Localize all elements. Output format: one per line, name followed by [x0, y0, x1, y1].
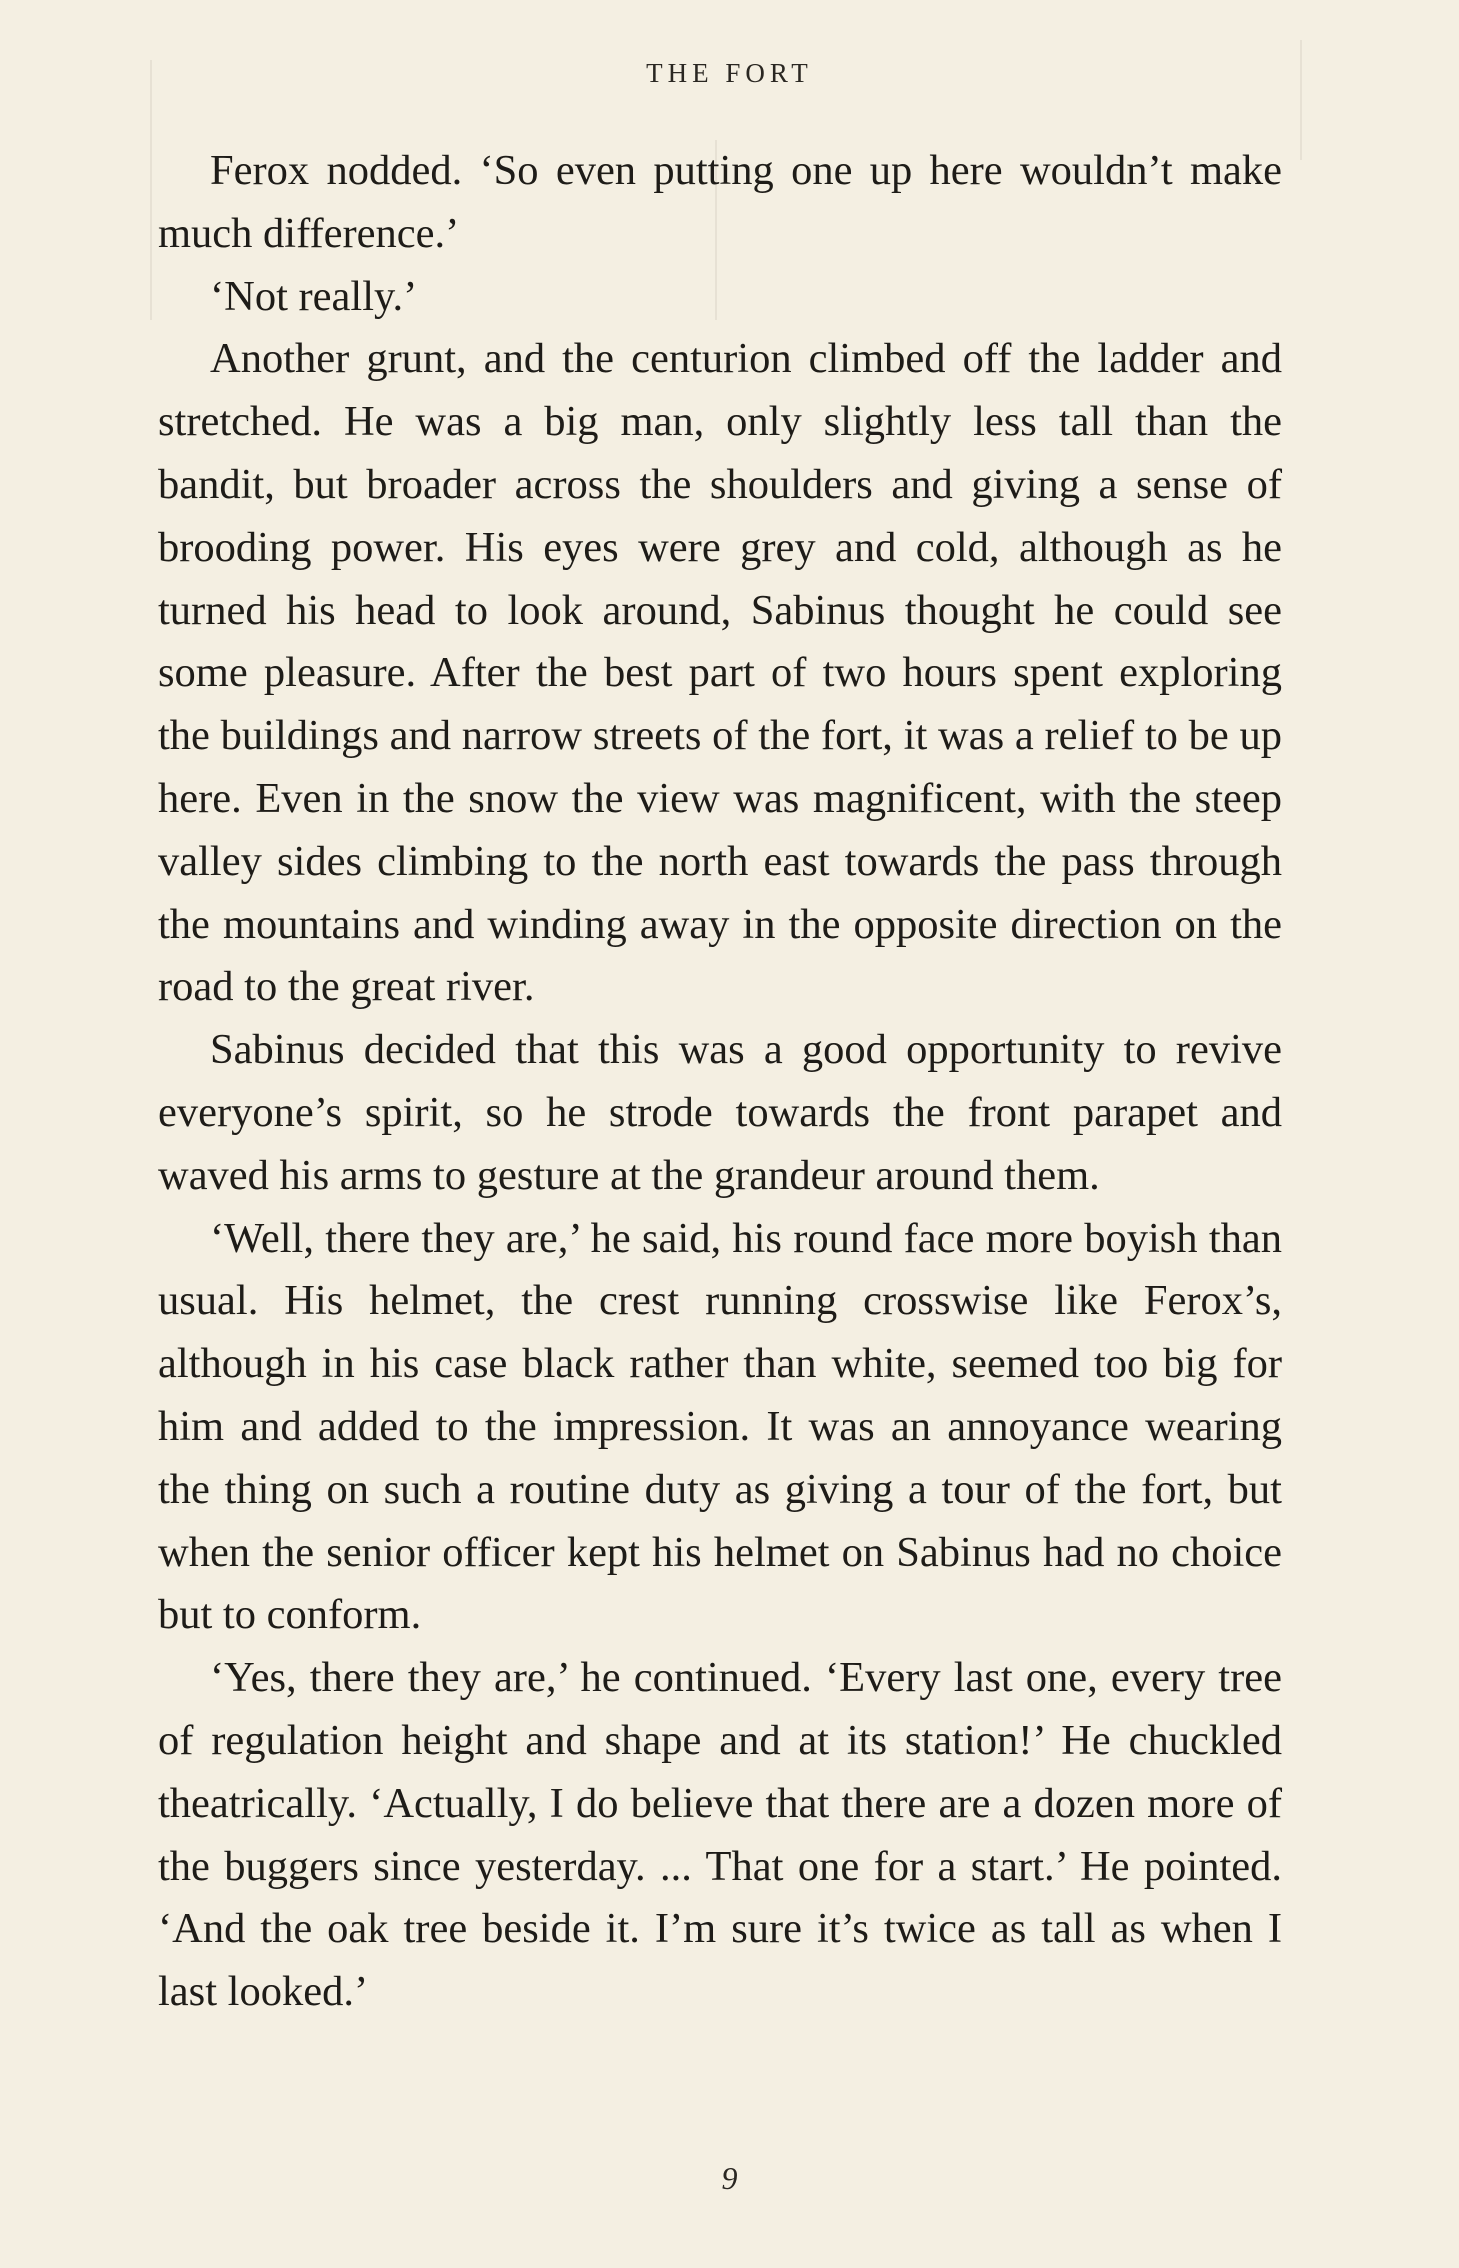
show-through-mark [150, 60, 152, 320]
page-number: 9 [721, 2160, 738, 2196]
body-text [158, 140, 1282, 2024]
paragraph: ‘Well, there they are,’ he said, his round face more boyish than usual. His helmet, the crest running crosswise like Ferox’s, although in his case black rather than white, seemed too big for him and added to the impression. It was an annoyance wearing the thing on such a routine duty as giving a tour of the fort, but when the senior officer kept his helmet on Sabinus had no choice but to conform. [158, 1214, 1282, 1639]
paragraph: ‘Yes, there they are,’ he continued. ‘Every last one, every tree of regulation height and shape and at its station!’ He chuckled theatrically. ‘Actually, I do believe that there are a dozen more of the buggers since yesterday. ... That one for a start.’ He pointed. ‘And the oak tree beside it. I’m sure it’s twice as tall as when I last looked.’ [158, 1654, 1282, 2016]
paragraph: Another grunt, and the centurion climbed off the ladder and stretched. He was a big man, only slightly less tall than the bandit, but broader across the shoulders and giving a sense of brooding power. His eyes were grey and cold, although as he turned his head to look around, Sabinus thought he could see some pleasure. After the best part of two hours spent exploring the buildings and narrow streets of the fort, it was a relief to be up here. Even in the snow the view was magnificent, with the steep valley sides climbing to the north east towards the pass through the mountains and winding away in the opposite direction on the road to the great river. [158, 335, 1282, 1011]
paragraph: ‘Not really.’ [210, 272, 418, 320]
paragraph: Sabinus decided that this was a good opportunity to revive everyone’s spirit, so he strode towards the front parapet and waved his arms to gesture at the grandeur around them. [158, 1026, 1282, 1199]
running-head: THE FORT [646, 58, 813, 88]
paragraph: Ferox nodded. ‘So even putting one up here wouldn’t make much difference.’ [158, 147, 1282, 257]
